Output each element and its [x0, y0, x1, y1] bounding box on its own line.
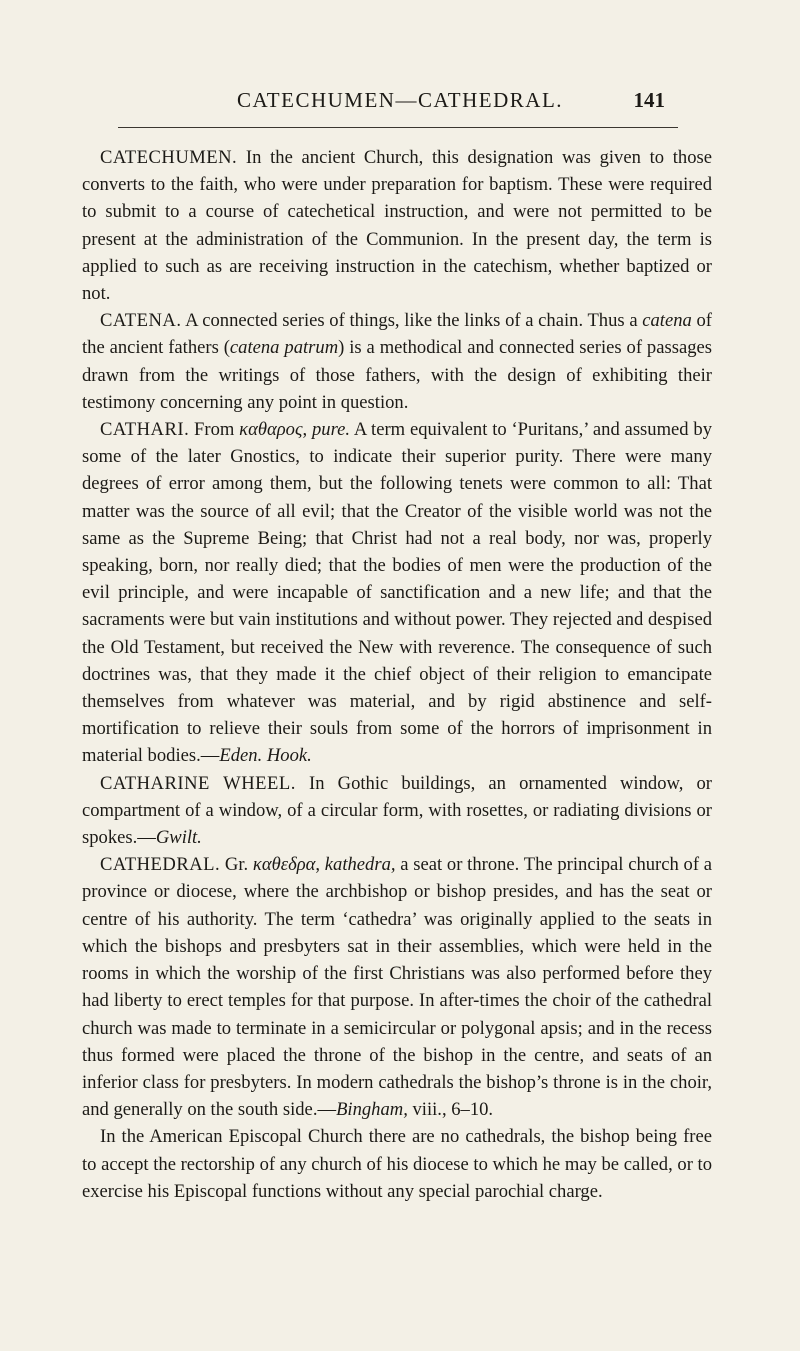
italic-term: pure. [312, 419, 351, 441]
headword: CATECHUMEN. [100, 147, 238, 168]
citation: Hook. [266, 745, 312, 767]
entry-cathedral-continued [82, 1123, 712, 1205]
definition-text: A connected series of things, like the links of a chain. Thus a [181, 310, 643, 332]
citation: Bingham, [336, 1099, 408, 1121]
definition-text: , [302, 419, 312, 441]
citation: Eden. [219, 745, 263, 767]
headword: CATENA. [100, 310, 182, 332]
definition-text: In the ancient Church, this designation was given to those converts to the faith, who were under preparation for baptism. These were required to submit to a course of catechetical instruction, and were not permitted to be present at the administration of the Communion. In the present day, the term is applied to such as are receiving instruction in the catechism, whether baptized or not. [82, 147, 712, 305]
headword: CATHARI. [100, 419, 190, 441]
page-number: 141 [633, 88, 665, 112]
definition-text: In Gothic buildings, an ornamented window, or compartment of a window, of a circular form, with rosettes, or radiating divisions or spokes.— [82, 772, 712, 849]
entry-cathari [82, 416, 712, 770]
italic-term: kathedra, [324, 854, 396, 876]
greek-term: καθεδρα [252, 854, 316, 876]
body-text [82, 144, 712, 1205]
citation: Gwilt. [155, 827, 202, 849]
definition-text: of the ancient fathers ( [82, 310, 712, 359]
definition-text: A term equivalent to ‘Puritans,’ and assumed by some of the later Gnostics, to indicate their superior purity. There were many degrees of error among them, but the following tenets were common to all: That matter was the source of all evil; that the Creator of the visible world was not the same as the Supreme Being; that Christ had not a real body, nor was, properly speaking, born, nor really died; that the bodies of men were the production of the evil principle, and were incapable of sanctification and a new life; and that the sacraments were but vain institutions and without power. They rejected and despised the Old Testament, but received the New with reverence. The consequence of such doctrines was, that they made it the chief object of their religion to emancipate themselves from whatever was material, and by rigid abstinence and self-mortification to relieve their souls from some of the horrors of imprisonment in material bodies.— [82, 419, 713, 767]
definition-text: viii., 6–10. [407, 1099, 494, 1121]
definition-text: a seat or throne. The principal church of a province or diocese, where the archbishop or bishop presides, and has the seat or centre of his authority. The term ‘cathedra’ was originally applied to the seats in which the bishops and presbyters sat in their assemblies, which were held in the rooms in which the worship of the first Christians was also performed before they had liberty to erect temples for that purpose. In after-times the choir of the cathedral church was made to terminate in a semicircular or polygonal apsis; and in the recess thus formed were placed the throne of the bishop in the centre, and seats of an inferior class for presbyters. In modern cathedrals the bishop’s throne is in the choir, and generally on the south side.— [82, 854, 713, 1121]
definition-text: ) is a methodical and connected series of passages drawn from the writings of those fathers, with the design of exhibiting their testimony concerning any point in question. [82, 337, 712, 413]
italic-term: catena [642, 310, 692, 332]
definition-text: From [189, 419, 240, 441]
headword: CATHARINE WHEEL. [100, 772, 296, 794]
entry-catena [82, 307, 712, 416]
italic-term: catena patrum [229, 337, 339, 359]
definition-text: Gr. [220, 854, 253, 876]
running-title: CATECHUMEN—CATHEDRAL. [236, 88, 564, 112]
header-rule [118, 127, 678, 128]
headword: CATHEDRAL. [100, 854, 221, 876]
entry-catharine-wheel [82, 770, 712, 852]
definition-text: In the American Episcopal Church there are no cathedrals, the bishop being free to accept the rectorship of any church of his diocese to which he may be called, or to exercise his Episcopal functions without any special parochial charge. [82, 1126, 712, 1202]
entry-catechumen [82, 144, 712, 307]
greek-term: καθαρος [239, 419, 303, 441]
definition-text: , [315, 854, 325, 876]
entry-cathedral [82, 851, 712, 1123]
running-head [0, 88, 800, 118]
